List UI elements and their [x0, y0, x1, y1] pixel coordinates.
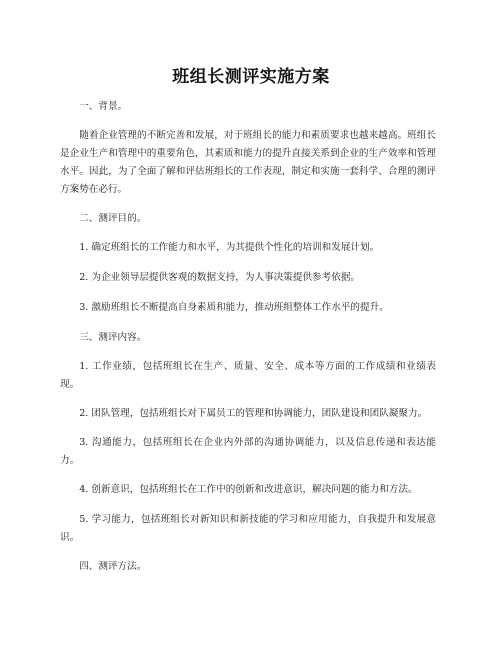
- content-item-2: 2. 团队管理，包括班组长对下属员工的管理和协调能力，团队建设和团队凝聚力。: [79, 408, 428, 419]
- content-item-5: 5. 学习能力，包括班组长对新知识和新技能的学习和应用能力，自我提升和发展意识。: [60, 514, 436, 543]
- document-body: [60, 98, 436, 587]
- content-item-3: 3. 沟通能力，包括班组长在企业内外部的沟通协调能力，以及信息传递和表达能力。: [60, 437, 436, 466]
- content-item-4: 4. 创新意识，包括班组长在工作中的创新和改进意识，解决问题的能力和方法。: [79, 484, 418, 495]
- paragraph-background: 随着企业管理的不断完善和发展，对于班组长的能力和素质要求也越来越高。班组长是企业生产和管理中的重要角色，其素质和能力的提升直接关系到企业的生产效率和管理水平。因此，为了全面了解和评估班组长的工作表现，制定和实施一套科学、合理的测评方案势在必行。: [60, 130, 436, 195]
- purpose-item-1: 1. 确定班组长的工作能力和水平，为其提供个性化的培训和发展计划。: [79, 242, 380, 253]
- document-title: 班组长测评实施方案: [172, 67, 330, 87]
- section-heading-background: 一、背景。: [79, 101, 128, 112]
- section-heading-content: 三、测评内容。: [79, 332, 147, 343]
- section-heading-purpose: 二、测评目的。: [79, 213, 147, 224]
- purpose-item-3: 3. 激励班组长不断提高自身素质和能力，推动班组整体工作水平的提升。: [79, 302, 389, 313]
- content-item-1: 1. 工作业绩，包括班组长在生产、质量、安全、成本等方面的工作成绩和业绩表现。: [60, 361, 436, 390]
- purpose-item-2: 2. 为企业领导层提供客观的数据支持，为人事决策提供参考依据。: [79, 272, 361, 283]
- section-heading-method: 四、测评方法。: [79, 561, 147, 572]
